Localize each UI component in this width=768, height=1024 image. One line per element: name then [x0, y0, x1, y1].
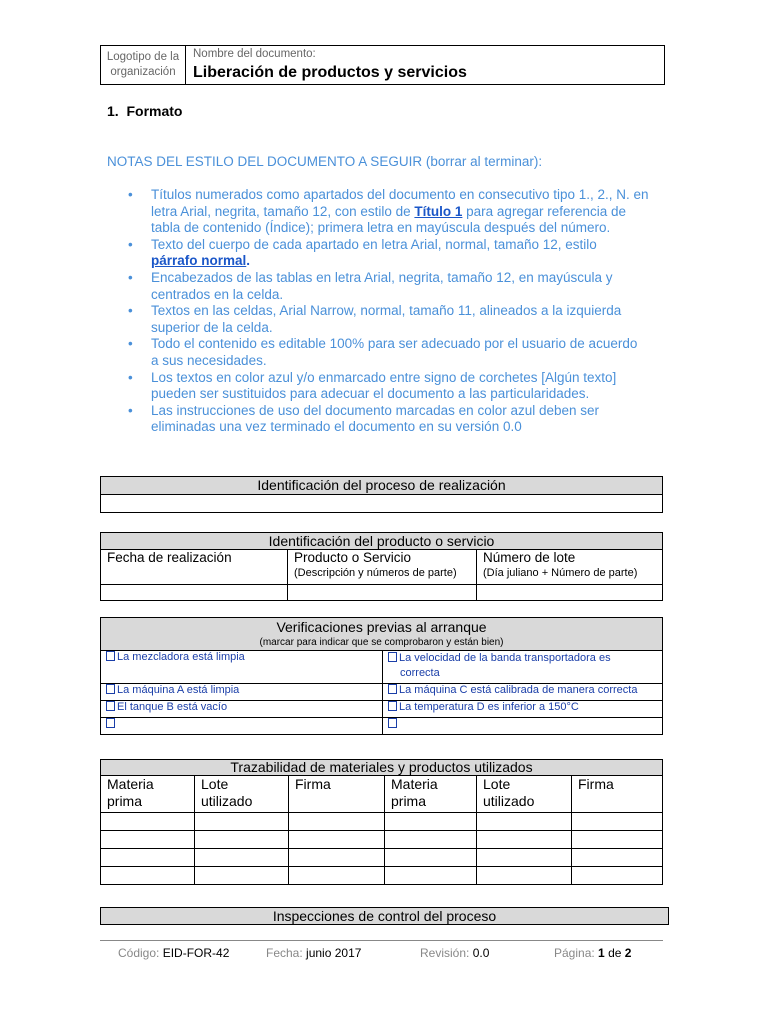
column-header: Lote utilizado: [477, 776, 572, 813]
checkbox-item[interactable]: El tanque B está vacío: [101, 701, 383, 718]
column-header: Materia prima: [101, 776, 195, 813]
checkbox-item[interactable]: La mezcladora está limpia: [101, 651, 383, 684]
list-item: • Las instrucciones de uso del documento marcadas en color azul deben ser eliminadas una vez terminado el documento en su versión 0.0: [128, 402, 600, 435]
logo-label-line1: Logotipo de la: [106, 51, 180, 63]
list-item: • Encabezados de las tablas en letra Arial, negrita, tamaño 12, en mayúscula y centrados en la celda.: [128, 269, 613, 302]
column-header: Fecha de realización: [101, 550, 288, 585]
checkbox-icon[interactable]: [388, 652, 397, 662]
checkbox-item[interactable]: La temperatura D es inferior a 150°C: [383, 701, 663, 718]
list-item: • Los textos en color azul y/o enmarcado entre signo de corchetes [Algún texto] pueden ser sustituidos para adecuar el documento a las particularidades.: [128, 369, 617, 402]
column-header: Número de lote (Día juliano + Número de parte): [477, 550, 663, 585]
footer-date: Fecha: junio 2017: [266, 946, 362, 960]
checkbox-icon[interactable]: [106, 651, 115, 661]
checkbox-item[interactable]: [383, 718, 663, 735]
traceability-table: [100, 759, 663, 885]
product-identification-table: [100, 532, 663, 601]
table-title: Inspecciones de control del proceso: [101, 908, 669, 925]
column-header: Producto o Servicio (Descripción y números de parte): [288, 550, 477, 585]
list-item: • Textos en las celdas, Arial Narrow, normal, tamaño 11, alineados a la izquierda superior de la celda.: [128, 303, 622, 335]
table-cell[interactable]: [101, 495, 663, 513]
doc-name-label: Nombre del documento:: [193, 48, 316, 60]
column-header: Materia prima: [385, 776, 477, 813]
process-inspection-table: [100, 907, 669, 925]
table-cell[interactable]: [101, 585, 288, 601]
column-header: Firma: [572, 776, 663, 813]
checkbox-icon[interactable]: [106, 701, 115, 711]
table-row: [101, 831, 663, 849]
titulo-1-link[interactable]: Título 1: [414, 203, 463, 219]
table-title: Trazabilidad de materiales y productos utilizados: [101, 760, 663, 776]
list-item: • Todo el contenido es editable 100% para ser adecuado por el usuario de acuerdo a sus necesidades.: [128, 336, 638, 368]
section-heading: [107, 103, 182, 119]
process-identification-table: [100, 476, 663, 513]
table-title: Verificaciones previas al arranque (marcar para indicar que se comprobaron y están bien): [101, 618, 663, 651]
table-title: Identificación del proceso de realización: [101, 477, 663, 495]
column-header: Lote utilizado: [195, 776, 289, 813]
notes-heading: NOTAS DEL ESTILO DEL DOCUMENTO A SEGUIR (borrar al terminar):: [107, 154, 543, 169]
notes-list: [128, 187, 668, 436]
table-title: Identificación del producto o servicio: [101, 533, 663, 550]
document-header: [100, 45, 665, 85]
logo-label-line2: organización: [110, 66, 176, 78]
footer-code: Código: EID-FOR-42: [118, 946, 230, 960]
checkbox-icon[interactable]: [106, 684, 115, 694]
checkbox-icon[interactable]: [388, 701, 397, 711]
logo-placeholder: [101, 46, 186, 84]
footer-page: Página: 1 de 2: [554, 946, 632, 960]
table-row: [101, 813, 663, 831]
checkbox-item[interactable]: La máquina A está limpia: [101, 684, 383, 701]
list-item: • Texto del cuerpo de cada apartado en letra Arial, normal, tamaño 12, estilo párrafo normal.: [128, 236, 597, 269]
checkbox-icon[interactable]: [106, 718, 115, 728]
parrafo-normal-link[interactable]: párrafo normal: [151, 253, 247, 269]
table-cell[interactable]: [477, 585, 663, 601]
table-row: [101, 849, 663, 867]
section-number: 1.: [107, 103, 119, 119]
checkbox-item[interactable]: [101, 718, 383, 735]
table-cell[interactable]: [288, 585, 477, 601]
checkbox-item[interactable]: La máquina C está calibrada de manera correcta: [383, 684, 663, 701]
footer-revision: Revisión: 0.0: [420, 946, 490, 960]
footer-divider: [100, 940, 663, 941]
checkbox-item[interactable]: La velocidad de la banda transportadora es correcta: [383, 651, 663, 684]
pre-start-checks-table: [100, 617, 663, 735]
checkbox-icon[interactable]: [388, 684, 397, 694]
table-row: [101, 867, 663, 885]
list-item: • Títulos numerados como apartados del documento en consecutivo tipo 1., 2., N. en letra Arial, negrita, tamaño 12, con estilo de Título 1 para agregar referencia de tabla de contenido (Índice); primera letra en mayúscula después del número.: [128, 187, 649, 236]
section-title: Formato: [126, 103, 183, 119]
column-header: Firma: [289, 776, 385, 813]
doc-title: Liberación de productos y servicios: [193, 64, 467, 81]
checkbox-icon[interactable]: [388, 718, 397, 728]
